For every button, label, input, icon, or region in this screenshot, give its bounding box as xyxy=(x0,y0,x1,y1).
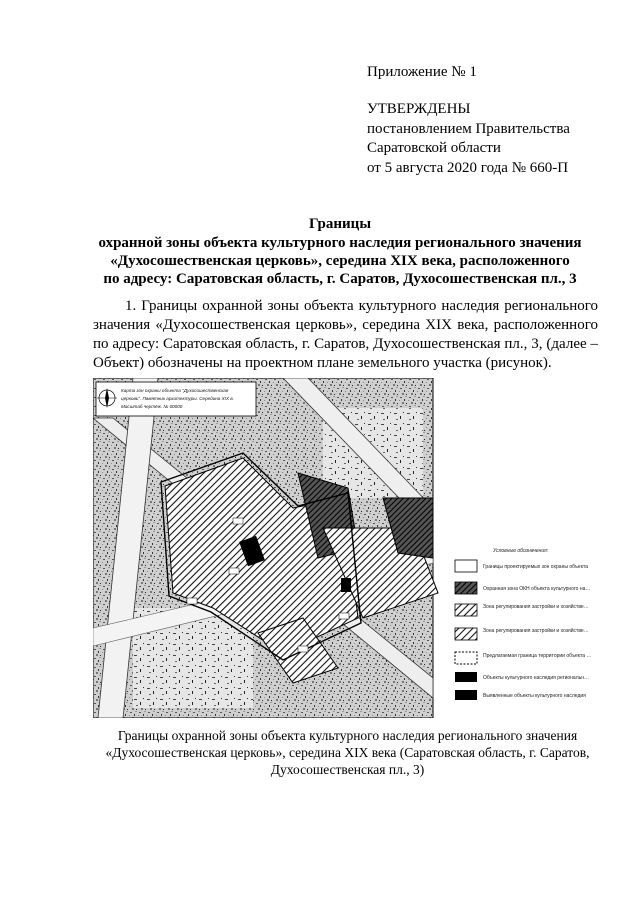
legend-item-label: Зона регулирования застройки и хозяйстве… xyxy=(483,604,589,610)
appendix-label: Приложение № 1 xyxy=(367,64,477,80)
legend-item-label: Объекты культурного наследия региональн… xyxy=(483,675,589,681)
legend-swatch-zrz1 xyxy=(455,604,477,616)
approved-region-line: Саратовской области xyxy=(367,140,501,156)
approved-date-line: от 5 августа 2020 года № 660-П xyxy=(367,160,569,176)
figure-caption: Границы охранной зоны объекта культурного наследия регионального значения xyxy=(117,728,578,743)
identified-object-marker xyxy=(341,578,351,592)
paragraph-text: Границы охранной зоны объекта культурного наследия регионального значения «Духосошественская церковь», середина XIX века, расположенного по адресу: Саратовская область, г. Саратов, Духосошественская пл., 3, (далее – Объект) обозначены на проектном плане земельного участка (рисунок). xyxy=(93,298,598,371)
doc-title: Границы xyxy=(308,216,372,232)
legend-item-label: Выявленные объекты культурного наследия xyxy=(483,693,586,699)
figure-caption-line2: «Духосошественская церковь», середина XIX века (Саратовская область, г. Саратов, xyxy=(105,745,590,760)
legend-swatch-territory xyxy=(455,652,477,664)
figure-caption-line3: Духосошественская пл., 3) xyxy=(270,762,425,777)
approved-by-line: постановлением Правительства xyxy=(367,121,570,137)
legend-swatch-regional-object xyxy=(455,672,477,682)
doc-title-line3: «Духосошественская церковь», середина XIX века, расположенного xyxy=(110,253,570,269)
legend-swatch-zrz2 xyxy=(455,628,477,640)
paragraph-number: 1. xyxy=(125,298,137,314)
map-legend xyxy=(455,548,591,700)
legend-item-label: Предлагаемая граница территории объекта … xyxy=(483,653,592,659)
map-note-line2: церковь". Памятник архитектуры. Середина XIX в. xyxy=(121,396,234,401)
legend-item-label: Охранная зона ОКН объекта культурного на… xyxy=(483,586,591,592)
doc-title-line2: охранной зоны объекта культурного наследия регионального значения xyxy=(98,235,582,251)
legend-swatch-boundary xyxy=(455,560,477,572)
approved-label: УТВЕРЖДЕНЫ xyxy=(367,101,471,117)
legend-swatch-identified-object xyxy=(455,690,477,700)
map-note-line3: Масштаб чертёж. № 00000 xyxy=(121,404,183,409)
legend-swatch-protection-zone xyxy=(455,582,477,594)
map-note-line1: Карта зон охраны объекта "Духосошественская xyxy=(121,388,229,393)
legend-item-label: Зона регулирования застройки и хозяйстве… xyxy=(483,628,589,634)
zone-map-figure xyxy=(93,378,600,718)
doc-title-line4: по адресу: Саратовская область, г. Саратов, Духосошественская пл., 3 xyxy=(103,271,577,287)
legend-title: Условные обозначения: xyxy=(493,548,549,554)
zone-map xyxy=(93,378,600,718)
body-paragraph xyxy=(93,297,598,373)
legend-item-label: Границы проектируемых зон охраны объекта xyxy=(483,564,588,570)
